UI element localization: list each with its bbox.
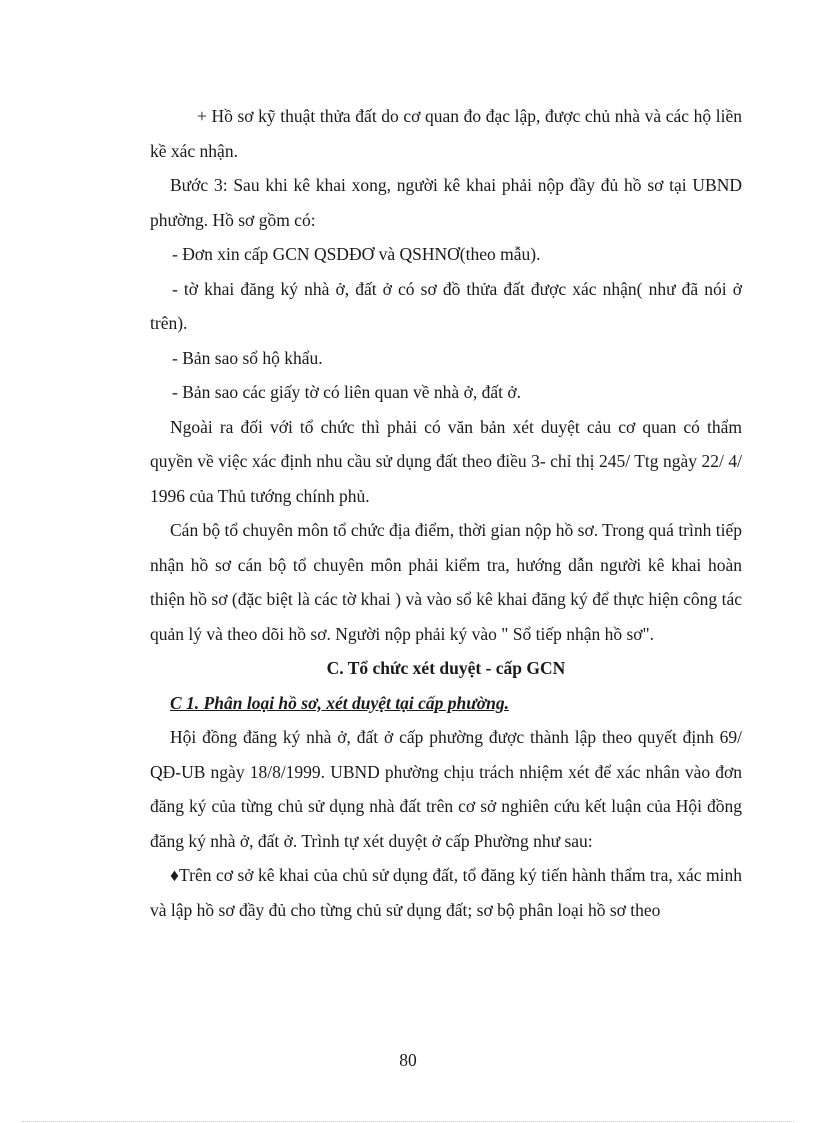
list-item-household-book: - Bản sao sổ hộ khẩu. bbox=[172, 347, 323, 368]
subsection-heading: C 1. Phân loại hồ sơ, xét duyệt tại cấp phường. bbox=[170, 692, 509, 713]
page-body bbox=[150, 99, 742, 927]
page-number: 80 bbox=[399, 1050, 417, 1070]
section-heading: C. Tổ chức xét duyệt - cấp GCN bbox=[326, 658, 566, 678]
paragraph-technical-dossier: + Hồ sơ kỹ thuật thửa đất do cơ quan đo đạc lập, được chủ nhà và các hộ liền kề xác nhận. bbox=[150, 106, 742, 161]
list-item-application-form: - Đơn xin cấp GCN QSDĐƠ và QSHNƠ(theo mẫu). bbox=[172, 244, 541, 264]
paragraph-organizations: Ngoài ra đối với tổ chức thì phải có văn bản xét duyệt cảu cơ quan có thẩm quyền về việc xác định nhu cầu sử dụng đất theo điều 3- chỉ thị 245/ Ttg ngày 22/ 4/ 1996 của Thủ tướng chính phủ. bbox=[150, 416, 742, 506]
paragraph-step-3: Bước 3: Sau khi kê khai xong, người kê khai phải nộp đầy đủ hồ sơ tại UBND phường. Hồ sơ gồm có: bbox=[150, 175, 742, 230]
paragraph-ward-council: Hội đồng đăng ký nhà ở, đất ở cấp phường được thành lập theo quyết định 69/ QĐ-UB ngày 18/8/1999. UBND phường chịu trách nhiệm xét để xác nhân vào đơn đăng ký của từng chủ sử dụng nhà đất trên cơ sở nghiên cứu kết luận của Hội đồng đăng ký nhà ở, đất ở. Trình tự xét duyệt ở cấp Phường như sau: bbox=[150, 727, 742, 851]
paragraph-bullet-review: ♦Trên cơ sở kê khai của chủ sử dụng đất, tổ đăng ký tiến hành thẩm tra, xác minh và lập hồ sơ đầy đủ cho từng chủ sử dụng đất; sơ bộ phân loại hồ sơ theo bbox=[150, 865, 742, 920]
list-item-related-papers: - Bản sao các giấy tờ có liên quan về nhà ở, đất ở. bbox=[172, 382, 521, 402]
paragraph-staff-duties: Cán bộ tổ chuyên môn tổ chức địa điểm, thời gian nộp hồ sơ. Trong quá trình tiếp nhận hồ sơ cán bộ tổ chuyên môn phải kiểm tra, hướng dẫn người kê khai hoàn thiện hồ sơ (đặc biệt là các tờ khai ) và vào sổ kê khai đăng ký để thực hiện công tác quản lý và theo dõi hồ sơ. Người nộp phải ký vào " Sổ tiếp nhận hồ sơ". bbox=[150, 520, 742, 644]
page-bottom-divider bbox=[22, 1121, 794, 1122]
list-item-declaration: - tờ khai đăng ký nhà ở, đất ở có sơ đồ thửa đất được xác nhận( như đã nói ở trên). bbox=[150, 278, 742, 333]
